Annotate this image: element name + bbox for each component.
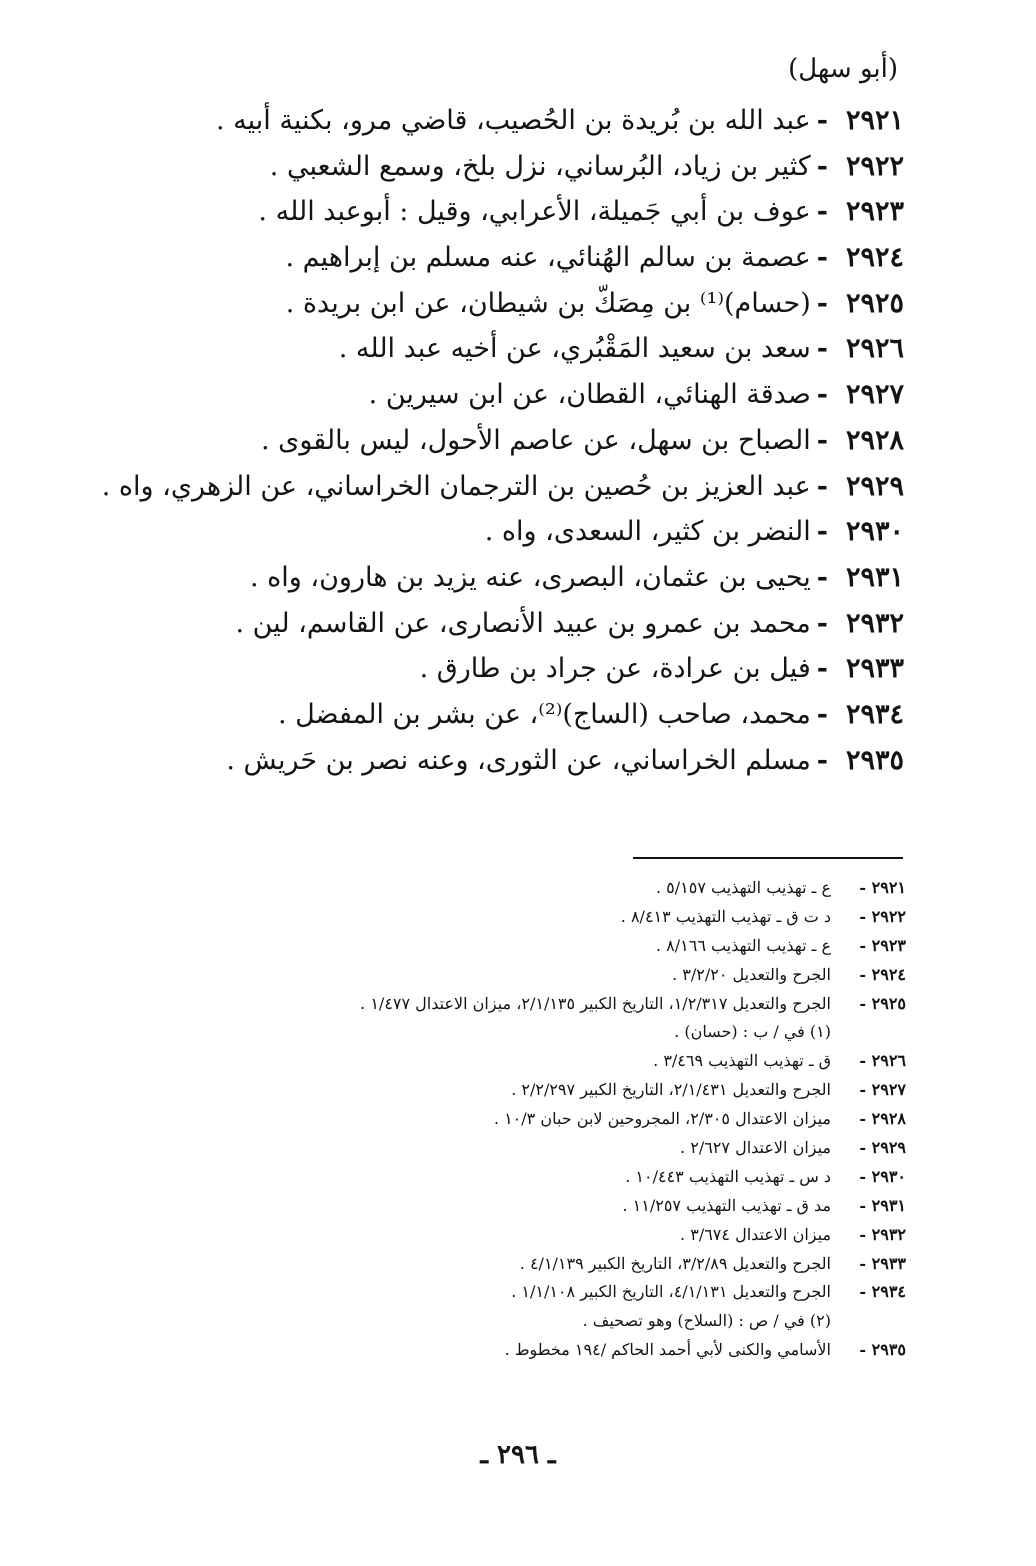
entry-row: [24, 235, 904, 281]
entry-text: كثير بن زياد، البُرساني، نزل بلخ، وسمع الشعبي .: [269, 150, 811, 182]
footnote-text: (٢) في / ص : (السلاح) وهو تصحيف .: [582, 1311, 831, 1331]
footnote-text: ميزان الاعتدال ٣/٦٧٤ .: [680, 1224, 831, 1244]
footnote-row: [26, 1076, 906, 1105]
entry-number: ٢٩٣٠: [845, 516, 904, 548]
running-header: (أبو سهل): [788, 54, 898, 84]
entry-number: ٢٩٢٣: [845, 196, 904, 228]
footnote-row: [26, 1163, 906, 1192]
entry-dash: -: [816, 379, 828, 411]
footnote-row: [26, 1018, 906, 1047]
entry-row: [24, 372, 904, 418]
entry-dash: -: [816, 561, 828, 593]
entry-text: فيل بن عرادة، عن جراد بن طارق .: [419, 653, 811, 685]
footnote-text: ع ـ تهذيب التهذيب ٥/١٥٧ .: [656, 878, 831, 897]
entry-row: [24, 509, 904, 555]
footnote-number: ٢٩٣٥ -: [859, 1340, 906, 1360]
footnote-text: الجرح والتعديل ٣/٢/٢٠ .: [672, 964, 831, 984]
footnote-text: ع ـ تهذيب التهذيب ٨/١٦٦ .: [656, 935, 831, 955]
footnote-number: ٢٩٣٤ -: [859, 1282, 906, 1302]
footnote-number: ٢٩٢٢ -: [859, 906, 906, 926]
footnote-row: [26, 1134, 906, 1163]
footnote-separator: [633, 857, 903, 859]
footnote-row: [26, 990, 906, 1019]
entry-text: الصباح بن سهل، عن عاصم الأحول، ليس بالقوى .: [261, 424, 811, 456]
entry-text: محمد بن عمرو بن عبيد الأنصارى، عن القاسم، لين .: [235, 607, 811, 639]
entry-dash: -: [816, 287, 828, 319]
footnote-text: د ت ق ـ تهذيب التهذيب ٨/٤١٣ .: [620, 906, 831, 926]
entry-row: [24, 418, 904, 464]
entry-text: عصمة بن سالم الهُنائي، عنه مسلم بن إبراهيم .: [285, 242, 811, 274]
entry-text: محمد، صاحب (الساج)⁽²⁾، عن بشر بن المفضل .: [277, 698, 811, 730]
entry-number: ٢٩٢١: [845, 105, 904, 136]
footnote-number: [831, 1018, 906, 1047]
footnote-text: الجرح والتعديل ٤/١/١٣١، التاريخ الكبير ١/١/١٠٨ .: [511, 1282, 831, 1302]
entry-number: ٢٩٢٤: [845, 242, 904, 274]
footnote-text: (١) في / ب : (حسان) .: [674, 1022, 831, 1042]
entry-dash: -: [816, 150, 828, 182]
entry-text: صدقة الهنائي، القطان، عن ابن سيرين .: [368, 379, 811, 411]
footnote-text: ق ـ تهذيب التهذيب ٣/٤٦٩ .: [653, 1051, 831, 1071]
footnote-text: الأسامي والكنى لأبي أحمد الحاكم /١٩٤ مخطوط .: [504, 1340, 831, 1360]
footnote-number: ٢٩٢٥ -: [859, 993, 906, 1013]
entry-dash: -: [816, 333, 828, 365]
entry-text: سعد بن سعيد المَقْبُري، عن أخيه عبد الله .: [338, 333, 811, 365]
entry-number: ٢٩٣٥: [845, 744, 904, 776]
footnote-list: [26, 874, 906, 1365]
footnote-row: [26, 903, 906, 932]
footnote-number: ٢٩٣٢ -: [859, 1224, 906, 1244]
entry-row: [24, 555, 904, 601]
entry-row: [24, 326, 904, 372]
entry-number: ٢٩٣١: [845, 561, 904, 593]
entry-row: [24, 738, 904, 784]
entry-dash: -: [816, 105, 828, 136]
entry-row: [24, 646, 904, 692]
footnote-row: [26, 961, 906, 990]
entry-text: مسلم الخراساني، عن الثورى، وعنه نصر بن حَريش .: [226, 744, 811, 776]
entry-text: عبد العزيز بن حُصين بن الترجمان الخراساني، عن الزهري، واه .: [101, 470, 811, 502]
entry-number: ٢٩٢٦: [845, 333, 904, 365]
entry-row: [24, 601, 904, 647]
footnote-row: [26, 1221, 906, 1250]
entry-row: [24, 281, 904, 327]
entry-number: ٢٩٣٣: [845, 653, 904, 685]
page-number: ـ ٢٩٦ ـ: [480, 1440, 556, 1470]
entry-number: ٢٩٢٧: [845, 379, 904, 411]
footnote-text: ميزان الاعتدال ٢/٣٠٥، المجروحين لابن حبان ١٠/٣ .: [493, 1109, 831, 1129]
entry-dash: -: [816, 424, 828, 456]
footnote-text: مد ق ـ تهذيب التهذيب ١١/٢٥٧ .: [622, 1195, 831, 1215]
entry-row: [24, 144, 904, 190]
entry-number: ٢٩٣٤: [845, 698, 904, 730]
entry-dash: -: [816, 242, 828, 274]
entry-row: [24, 189, 904, 235]
entry-dash: -: [816, 744, 828, 776]
entry-row: [24, 692, 904, 738]
footnote-number: ٢٩٢١ -: [859, 878, 906, 897]
entry-number: ٢٩٢٨: [845, 424, 904, 456]
footnote-row: [26, 1192, 906, 1221]
footnote-text: ميزان الاعتدال ٢/٦٢٧ .: [680, 1138, 831, 1158]
footnote-number: ٢٩٢٦ -: [859, 1051, 906, 1071]
entry-dash: -: [816, 196, 828, 228]
entry-dash: -: [816, 607, 828, 639]
entry-text: عوف بن أبي جَميلة، الأعرابي، وقيل : أبوعبد الله .: [258, 196, 811, 228]
entry-dash: -: [816, 516, 828, 548]
entry-row: [24, 464, 904, 510]
footnote-text: الجرح والتعديل ١/٢/٣١٧، التاريخ الكبير ٢/١/١٣٥، ميزان الاعتدال ١/٤٧٧ .: [360, 993, 831, 1013]
footnote-row: [26, 1278, 906, 1307]
footnote-number: [831, 1307, 906, 1336]
footnote-text: د س ـ تهذيب التهذيب ١٠/٤٤٣ .: [625, 1166, 831, 1186]
footnote-number: ٢٩٣٠ -: [859, 1166, 906, 1186]
entry-number: ٢٩٢٥: [845, 287, 904, 319]
footnote-number: ٢٩٣٣ -: [859, 1253, 906, 1273]
footnote-number: ٢٩٣١ -: [859, 1195, 906, 1215]
footnote-number: ٢٩٢٧ -: [859, 1080, 906, 1100]
footnote-text: الجرح والتعديل ٣/٢/٨٩، التاريخ الكبير ٤/١/١٣٩ .: [519, 1253, 831, 1273]
footnote-number: ٢٩٢٩ -: [859, 1138, 906, 1158]
footnote-number: ٢٩٢٤ -: [859, 964, 906, 984]
footnote-text: الجرح والتعديل ٢/١/٤٣١، التاريخ الكبير ٢/٢/٢٩٧ .: [511, 1080, 831, 1100]
entry-row: [24, 98, 904, 144]
entry-number: ٢٩٣٢: [845, 607, 904, 639]
footnote-row: [26, 1336, 906, 1365]
entry-text: (حسام)⁽¹⁾ بن مِصَكّ بن شيطان، عن ابن بريدة .: [285, 287, 811, 319]
entry-dash: -: [816, 653, 828, 685]
entry-number: ٢٩٢٢: [845, 150, 904, 182]
entry-list: [24, 98, 904, 783]
entry-number: ٢٩٢٩: [845, 470, 904, 502]
footnote-row: [26, 1105, 906, 1134]
entry-dash: -: [816, 698, 828, 730]
entry-text: النضر بن كثير، السعدى، واه .: [484, 516, 811, 548]
footnote-row: [26, 1047, 906, 1076]
footnote-number: ٢٩٢٣ -: [859, 935, 906, 955]
footnote-row: [26, 1307, 906, 1336]
entry-text: يحيى بن عثمان، البصرى، عنه يزيد بن هارون، واه .: [249, 561, 811, 593]
footnote-number: ٢٩٢٨ -: [859, 1109, 906, 1129]
entry-dash: -: [816, 470, 828, 502]
footnote-row: [26, 1250, 906, 1279]
footnote-row: [26, 932, 906, 961]
entry-text: عبد الله بن بُريدة بن الحُصيب، قاضي مرو، بكنية أبيه .: [215, 105, 811, 136]
footnote-row: [26, 874, 906, 903]
